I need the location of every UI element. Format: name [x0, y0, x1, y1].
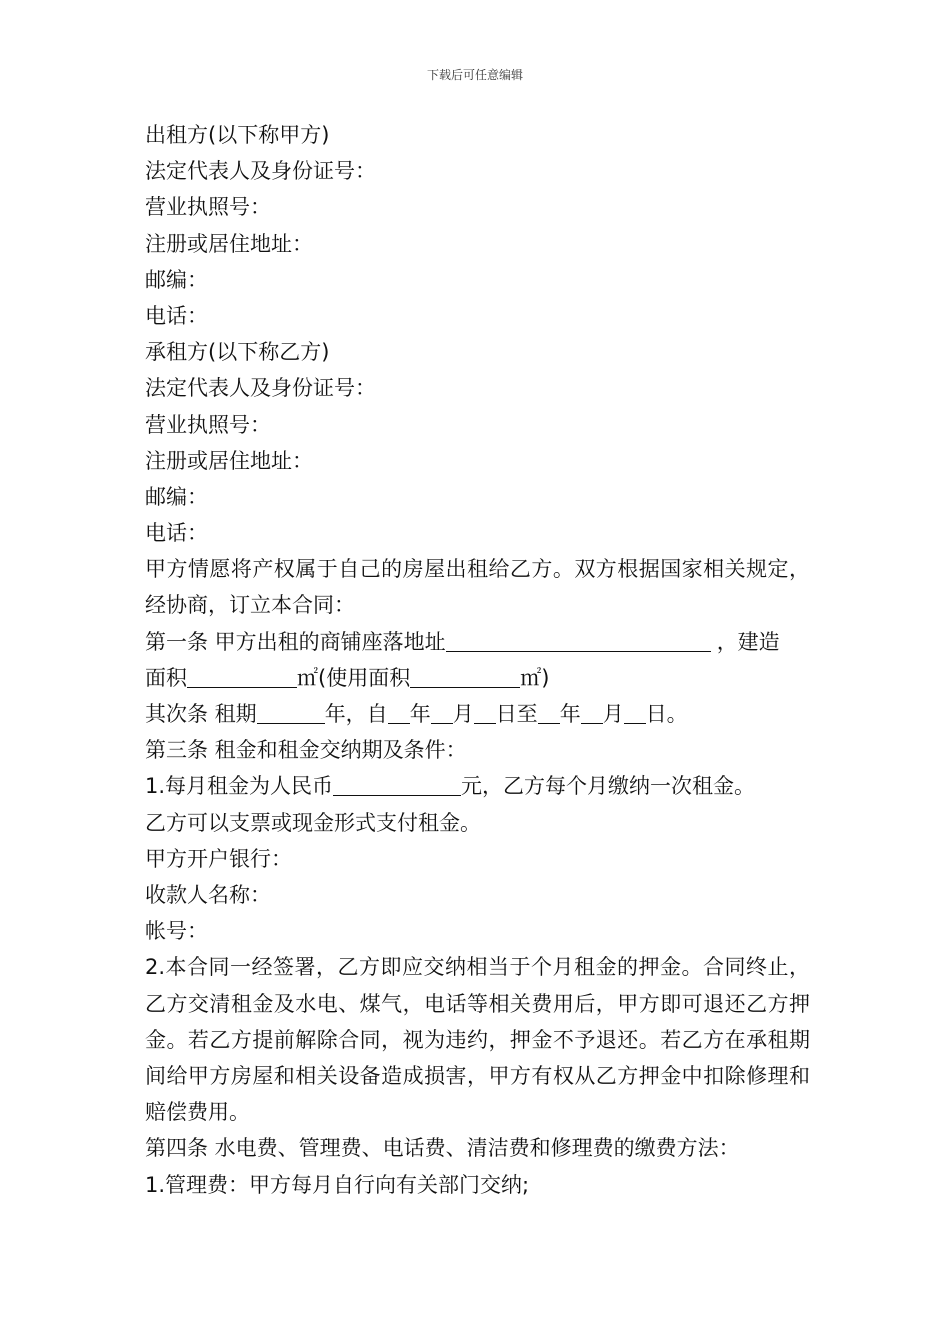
- start-year-blank: [388, 703, 410, 724]
- lessee-title: 承租方(以下称乙方): [145, 340, 330, 365]
- article3-item1: [145, 768, 810, 804]
- lessee-phone-field: 电话：: [145, 521, 208, 546]
- article4-title: 第四条 水电费、管理费、电话费、清洁费和修理费的缴费方法：: [145, 1136, 740, 1161]
- article4-item1: 1.管理费：甲方每月自行向有关部门交纳;: [145, 1172, 530, 1197]
- area-label: 面积: [145, 665, 187, 690]
- article2-text-e: 月: [602, 702, 624, 727]
- article2-text-c: 日至: [495, 702, 538, 727]
- article3-item2: 2.本合同一经签署，乙方即应交纳相当于个月租金的押金。合同终止，乙方交清租金及水电、煤气，电话等相关费用后，甲方即可退还乙方押金。若乙方提前解除合同，视为违约，押金不予退还。若乙方在承租期间给甲方房屋和相关设备造成损害，甲方有权从乙方押金中扣除修理和赔偿费用。: [145, 955, 810, 1125]
- lessee-postcode-field: 邮编：: [145, 484, 208, 509]
- lessee-address-field: 注册或居住地址：: [145, 448, 313, 473]
- lessor-title: 出租方(以下称甲方): [145, 123, 330, 147]
- article2-text-f: 日。: [645, 702, 688, 727]
- area-unit1: ㎡(使用面积: [297, 665, 411, 690]
- article2-prefix: 其次条 租期: [145, 702, 257, 727]
- article2-text-d: 年: [559, 702, 581, 727]
- area-unit2: ㎡): [520, 665, 550, 690]
- end-year-blank: [538, 703, 560, 724]
- payee-field: 收款人名称：: [145, 882, 271, 907]
- address-blank: [446, 631, 711, 652]
- lessee-license-field: 营业执照号：: [145, 412, 271, 437]
- rent-amount-blank: [333, 775, 461, 796]
- start-month-blank: [431, 703, 453, 724]
- area-blank: [187, 667, 297, 688]
- article2-text-b: 月: [452, 702, 474, 727]
- page-header: 下载后可任意编辑: [426, 68, 523, 82]
- end-day-blank: [624, 703, 646, 724]
- article3-item1-line2: 乙方可以支票或现金形式支付租金。: [145, 810, 481, 835]
- article2-text-y1: 年，自: [324, 702, 388, 727]
- end-month-blank: [581, 703, 603, 724]
- account-field: 帐号：: [145, 919, 208, 944]
- term-years-blank: [257, 703, 325, 724]
- article1-line1: [145, 624, 810, 660]
- article1-after-address: ，建造: [716, 629, 780, 654]
- lessor-phone-field: 电话：: [145, 303, 208, 328]
- article2-text-a: 年: [409, 702, 431, 727]
- rent-prefix: 1.每月租金为人民币: [145, 774, 334, 799]
- intro-paragraph: 甲方情愿将产权属于自己的房屋出租给乙方。双方根据国家相关规定，经协商，订立本合同：: [145, 557, 810, 618]
- article3-title: 第三条 租金和租金交纳期及条件：: [145, 738, 467, 763]
- lessor-postcode-field: 邮编：: [145, 267, 208, 292]
- article2-line: [145, 696, 810, 732]
- article1-prefix: 第一条 甲方出租的商铺座落地址: [145, 629, 446, 654]
- article1-line2: [145, 660, 810, 696]
- bank-field: 甲方开户银行：: [145, 846, 292, 871]
- lessor-address-field: 注册或居住地址：: [145, 231, 313, 256]
- lessor-license-field: 营业执照号：: [145, 195, 271, 220]
- lessor-rep-field: 法定代表人及身份证号：: [145, 159, 376, 184]
- start-day-blank: [474, 703, 496, 724]
- rent-suffix: 元，乙方每个月缴纳一次租金。: [461, 774, 756, 799]
- contract-body: [145, 117, 810, 1203]
- lessee-rep-field: 法定代表人及身份证号：: [145, 376, 376, 401]
- usable-area-blank: [410, 667, 520, 688]
